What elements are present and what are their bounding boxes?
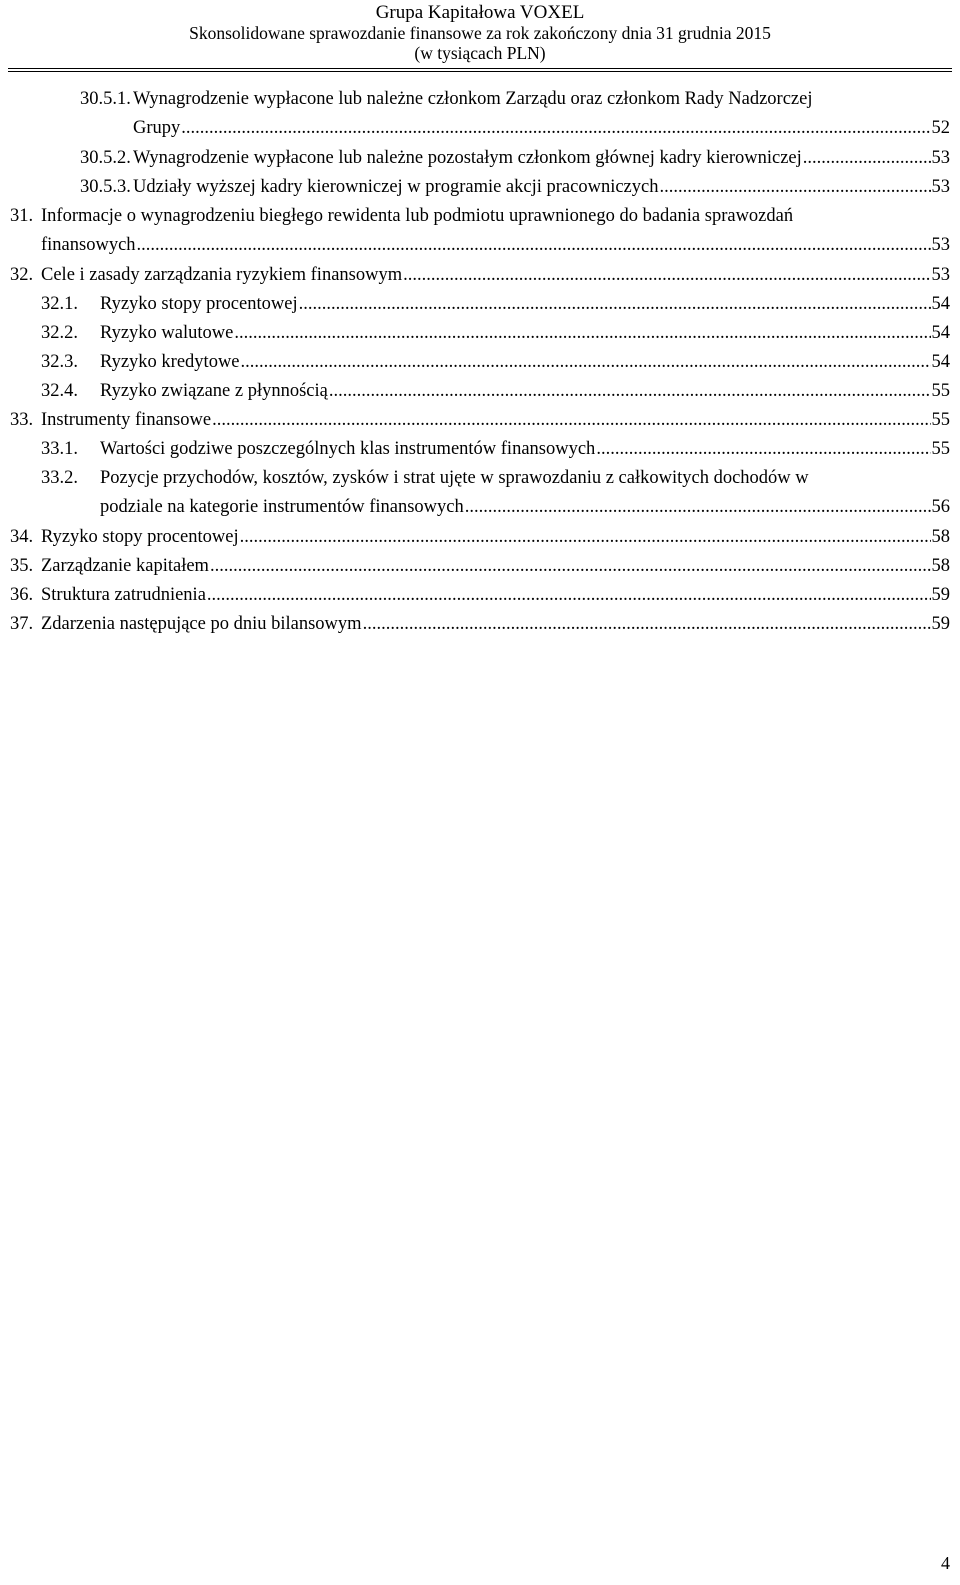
toc-dot-leader	[465, 495, 931, 520]
toc-entry-page: 53	[931, 235, 950, 255]
toc-entry-number: 31.	[10, 206, 34, 226]
toc-entry-title: Cele i zasady zarządzania ryzykiem finansowym	[41, 265, 403, 285]
toc-entry-line	[41, 408, 950, 433]
toc-dot-leader	[241, 350, 931, 375]
toc-entry-body	[100, 379, 950, 404]
toc-entry-number: 32.3.	[41, 352, 78, 372]
toc-entry-title: Ryzyko walutowe	[100, 323, 234, 343]
toc-entry-body	[133, 87, 950, 141]
toc-entry-title: Grupy	[133, 118, 181, 138]
toc-entry-number: 33.	[10, 410, 34, 430]
header-divider	[8, 68, 952, 72]
toc-entry-line	[41, 525, 950, 550]
toc-entry-title: Informacje o wynagrodzeniu biegłego rewidenta lub podmiotu uprawnionego do badania sprawozdań	[41, 206, 794, 226]
toc-entry-title: podziale na kategorie instrumentów finansowych	[100, 497, 464, 517]
toc-entry-page: 54	[931, 323, 950, 343]
toc-entry-page: 58	[931, 527, 950, 547]
toc-entry-page: 53	[931, 148, 950, 168]
toc-entry-line	[41, 233, 950, 258]
toc-entry-line	[41, 263, 950, 288]
toc-entry-page: 59	[931, 585, 950, 605]
toc-entry-line	[133, 116, 950, 141]
toc-dot-leader	[207, 583, 931, 608]
toc-entry-page: 55	[931, 381, 950, 401]
toc-entry-title: Udziały wyższej kadry kierowniczej w programie akcji pracowniczych	[133, 177, 659, 197]
toc-entry-page: 56	[931, 497, 950, 517]
toc-dot-leader	[329, 379, 931, 404]
toc-entry-number: 30.5.1.	[80, 89, 131, 109]
toc-entry-line	[133, 87, 950, 112]
toc-entry-title: Zarządzanie kapitałem	[41, 556, 209, 576]
toc-entry-line	[41, 204, 950, 229]
toc-entry-line	[100, 495, 950, 520]
toc-entry-line	[100, 321, 950, 346]
toc-dot-leader	[234, 321, 930, 346]
toc-entry-line	[133, 146, 950, 171]
toc-entry-number: 37.	[10, 614, 34, 634]
toc-entry-page: 55	[931, 410, 950, 430]
toc-entry-line	[133, 175, 950, 200]
toc-dot-leader	[240, 525, 931, 550]
toc-entry-title: Instrumenty finansowe	[41, 410, 212, 430]
toc-dot-leader	[212, 408, 930, 433]
toc-entry-body	[41, 612, 950, 637]
toc-entry-number: 33.1.	[41, 439, 78, 459]
toc-entry-title: Ryzyko związane z płynnością	[100, 381, 328, 401]
toc-entry-title: Ryzyko kredytowe	[100, 352, 240, 372]
toc-entry-body	[41, 525, 950, 550]
toc-entry-line	[100, 350, 950, 375]
toc-dot-leader	[803, 146, 931, 171]
toc-entry-body	[133, 146, 950, 171]
toc-dot-leader	[403, 263, 930, 288]
toc-entry-number: 32.	[10, 265, 34, 285]
toc-entry-number: 32.2.	[41, 323, 78, 343]
toc-dot-leader	[659, 175, 930, 200]
toc-entry-number: 30.5.2.	[80, 148, 131, 168]
toc-entry-page: 58	[931, 556, 950, 576]
toc-entry-title: Ryzyko stopy procentowej	[100, 294, 298, 314]
toc-entry-title: Wartości godziwe poszczególnych klas instrumentów finansowych	[100, 439, 596, 459]
page-header	[0, 2, 960, 63]
toc-entry-body	[41, 583, 950, 608]
report-title: Skonsolidowane sprawozdanie finansowe za rok zakończony dnia 31 grudnia 2015	[189, 23, 771, 43]
toc-dot-leader	[299, 292, 931, 317]
toc-entry-title: Wynagrodzenie wypłacone lub należne członkom Zarządu oraz członkom Rady Nadzorczej	[133, 89, 813, 109]
toc-entry-page: 59	[931, 614, 950, 634]
toc-entry-line	[100, 379, 950, 404]
toc-entry-number: 33.2.	[41, 468, 78, 488]
toc-entry-page: 53	[931, 177, 950, 197]
toc-entry-line	[100, 466, 950, 491]
toc-entry-body	[100, 350, 950, 375]
toc-entry-number: 34.	[10, 527, 34, 547]
toc-entry-line	[100, 437, 950, 462]
toc-entry-number: 35.	[10, 556, 34, 576]
toc-entry-line	[41, 554, 950, 579]
toc-entry-page: 54	[931, 294, 950, 314]
toc-entry-title: finansowych	[41, 235, 136, 255]
toc-entry-body	[41, 263, 950, 288]
toc-entry-page: 55	[931, 439, 950, 459]
toc-entry-line	[100, 292, 950, 317]
toc-entry-body	[100, 466, 950, 520]
toc-entry-title: Ryzyko stopy procentowej	[41, 527, 239, 547]
toc-entry-body	[133, 175, 950, 200]
toc-dot-leader	[596, 437, 930, 462]
toc-entry-number: 36.	[10, 585, 34, 605]
toc-entry-body	[41, 408, 950, 433]
toc-entry-number: 32.4.	[41, 381, 78, 401]
toc-entry-title: Pozycje przychodów, kosztów, zysków i strat ujęte w sprawozdaniu z całkowitych dochodów w	[100, 468, 809, 488]
toc-dot-leader	[137, 233, 931, 258]
toc-entry-body	[41, 204, 950, 258]
toc-entry-number: 30.5.3.	[80, 177, 131, 197]
page-number: 4	[941, 1553, 950, 1573]
toc-entry-page: 54	[931, 352, 950, 372]
toc-entry-body	[100, 437, 950, 462]
toc-dot-leader	[210, 554, 931, 579]
company-name: Grupa Kapitałowa VOXEL	[375, 2, 585, 23]
toc-entry-line	[41, 612, 950, 637]
toc-entry-line	[41, 583, 950, 608]
toc-entry-body	[100, 321, 950, 346]
toc-entry-body	[41, 554, 950, 579]
toc-dot-leader	[363, 612, 931, 637]
toc-entry-page: 53	[931, 265, 950, 285]
toc-entry-title: Zdarzenia następujące po dniu bilansowym	[41, 614, 362, 634]
toc-entry-page: 52	[931, 118, 950, 138]
toc-entry-title: Struktura zatrudnienia	[41, 585, 206, 605]
toc-dot-leader	[181, 116, 930, 141]
report-unit: (w tysiącach PLN)	[414, 42, 546, 63]
toc-entry-body	[100, 292, 950, 317]
toc-entry-title: Wynagrodzenie wypłacone lub należne pozostałym członkom głównej kadry kierowniczej	[133, 148, 802, 168]
toc-entry-number: 32.1.	[41, 294, 78, 314]
